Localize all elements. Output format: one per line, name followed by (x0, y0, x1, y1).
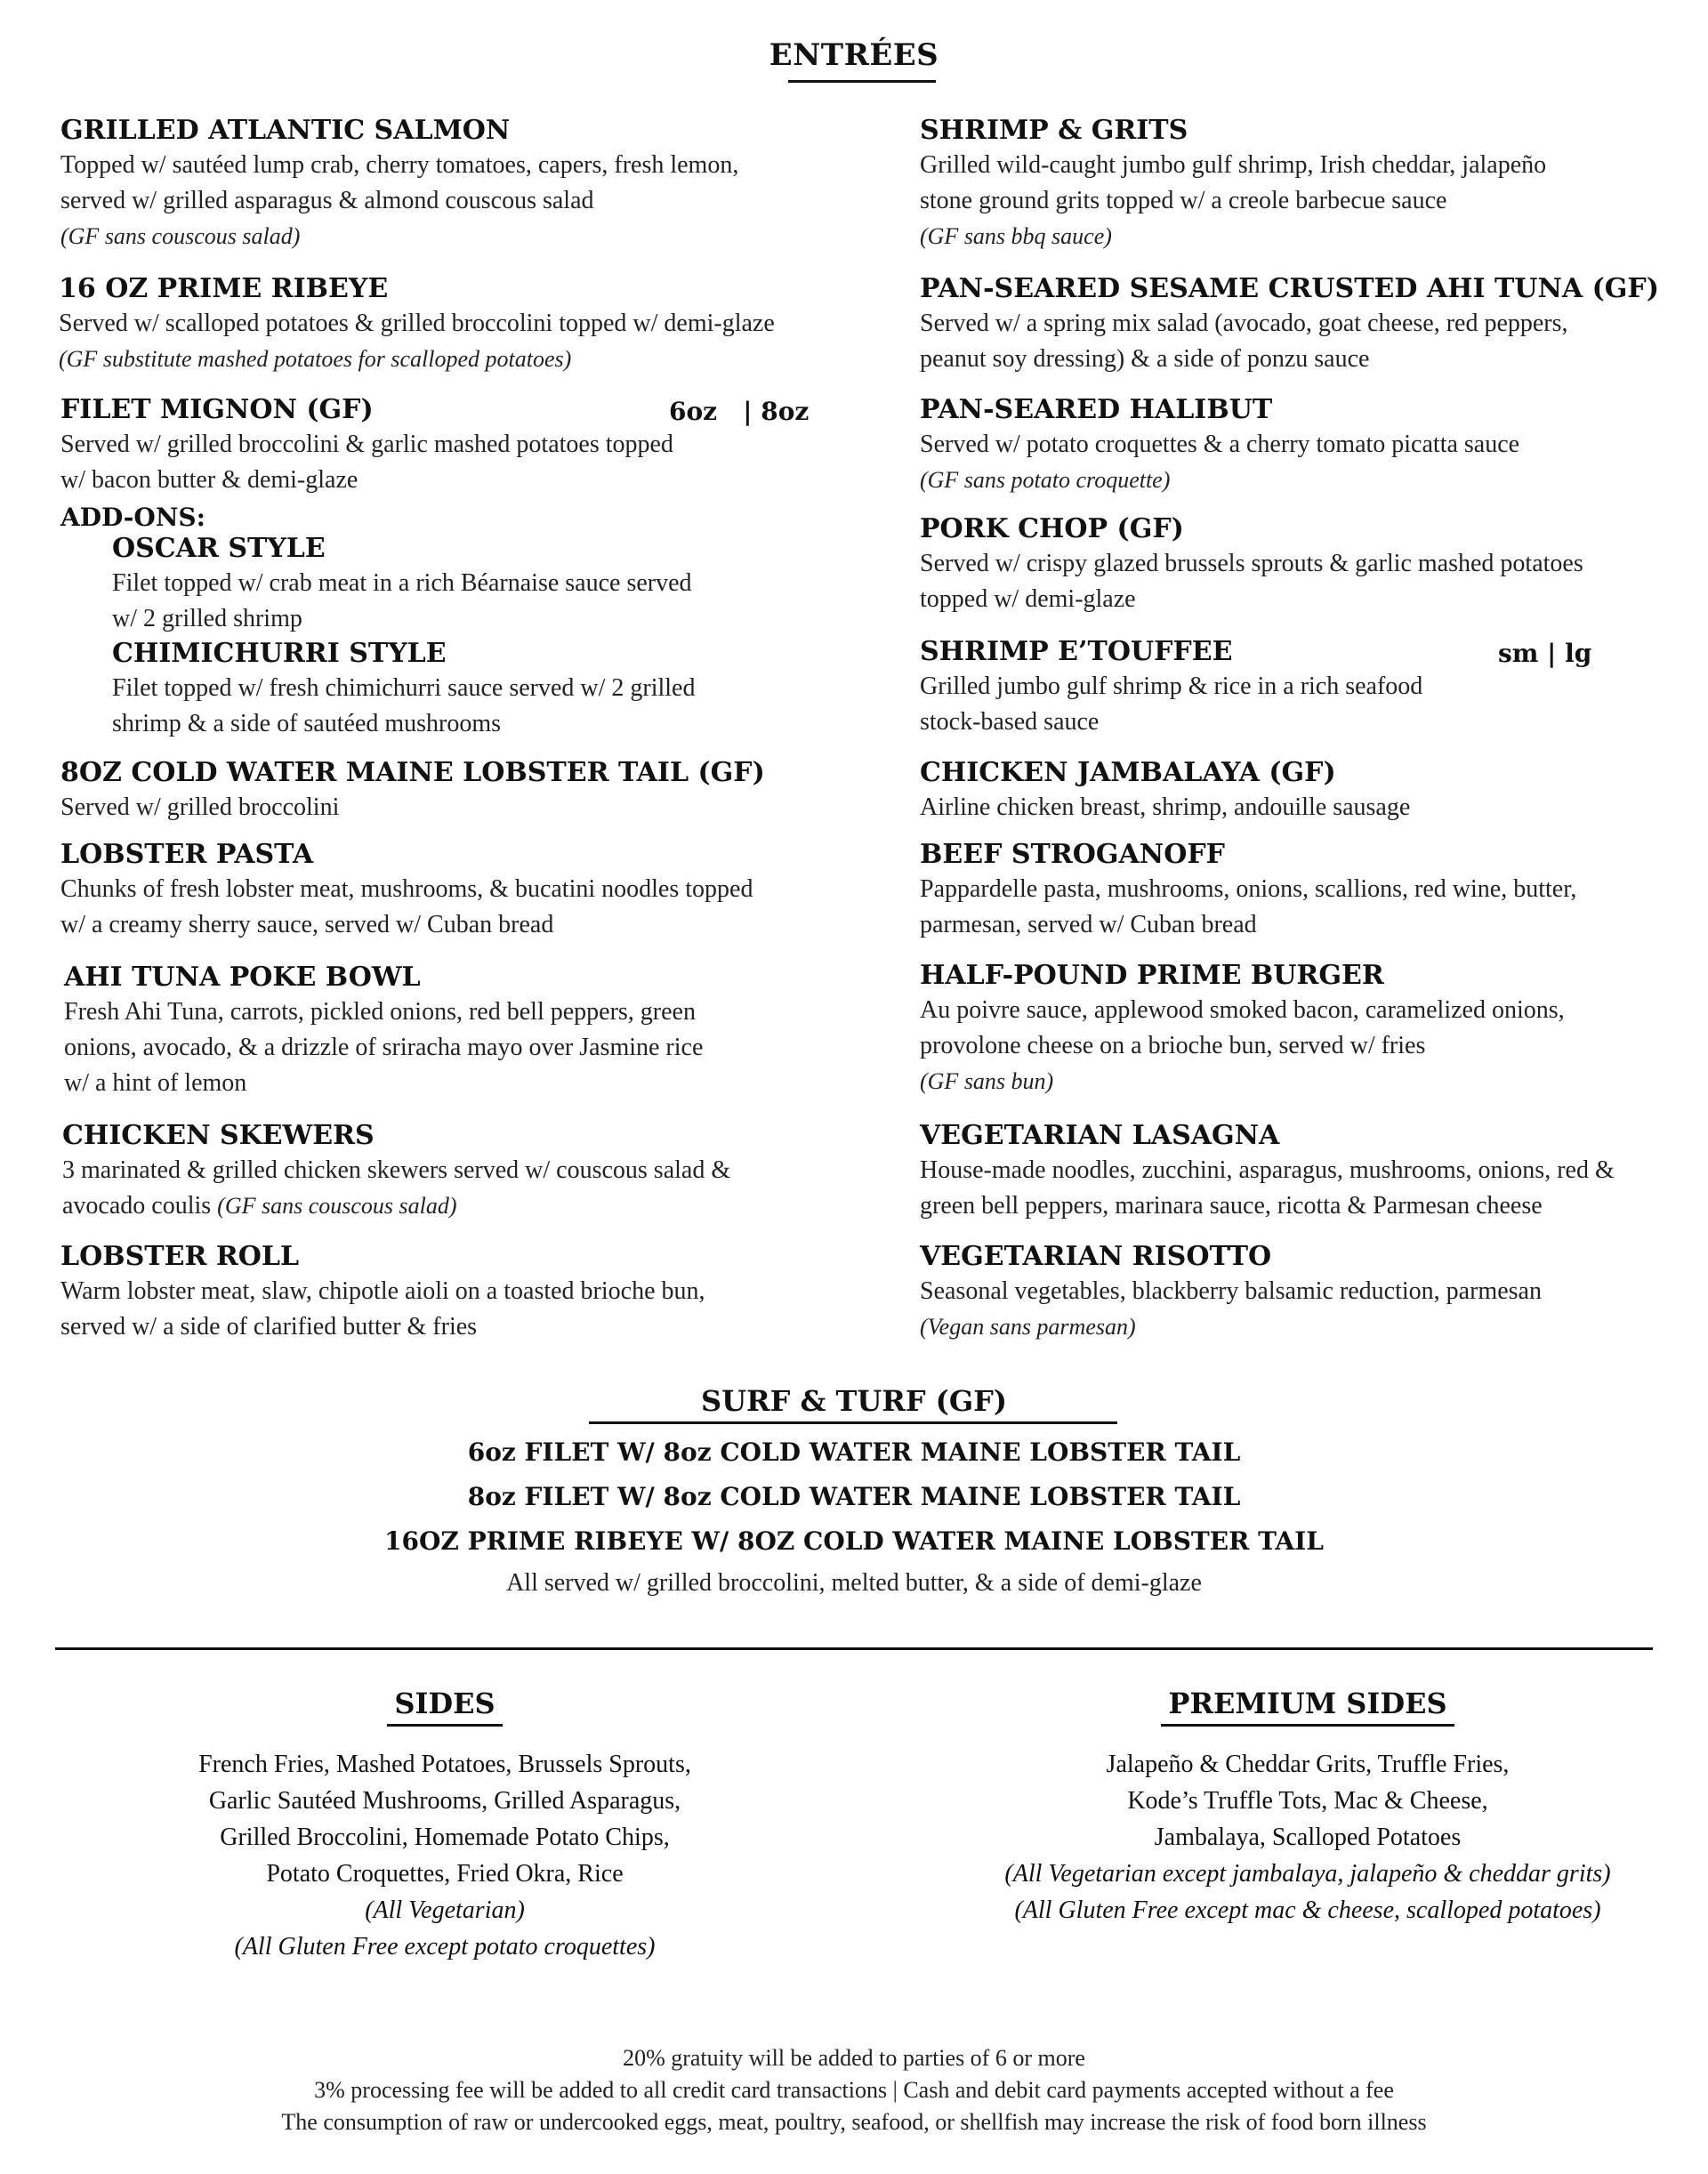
item-desc: Grilled jumbo gulf shrimp & rice in a rich seafood (920, 672, 1423, 700)
item-desc: served w/ a side of clarified butter & fries (60, 1313, 478, 1341)
item-name: SHRIMP E’TOUFFEE (920, 636, 1233, 667)
menu-item (60, 756, 765, 825)
item-desc: avocado coulis (62, 1192, 212, 1220)
item-desc: stock-based sauce (920, 708, 1100, 736)
item-name: GRILLED ATLANTIC SALMON (60, 115, 511, 146)
addon-name: OSCAR STYLE (112, 533, 326, 564)
item-name: LOBSTER PASTA (60, 839, 314, 870)
sides-line: French Fries, Mashed Potatoes, Brussels Sprouts, (198, 1751, 691, 1778)
item-note: (GF sans couscous salad) (217, 1193, 457, 1219)
menu-item (920, 393, 1519, 498)
item-name: PAN-SEARED SESAME CRUSTED AHI TUNA (GF) (920, 273, 1659, 304)
sides-note: (All Gluten Free except potato croquettes) (234, 1933, 656, 1961)
premium-sides-line: Kode’s Truffle Tots, Mac & Cheese, (1127, 1787, 1488, 1815)
item-desc: Served w/ grilled broccolini (60, 793, 340, 821)
item-note: (Vegan sans parmesan) (920, 1314, 1136, 1340)
addon-item (112, 532, 692, 637)
sides-line: Garlic Sautéed Mushrooms, Grilled Asparagus, (208, 1787, 681, 1815)
item-name: PORK CHOP (GF) (920, 513, 1184, 544)
surf-turf-option: 8oz FILET W/ 8oz COLD WATER MAINE LOBSTER TAIL (467, 1482, 1241, 1511)
processing-fee-note: 3% processing fee will be added to all credit card transactions | Cash and debit card payments accepted without a fee (314, 2077, 1394, 2103)
menu-item (920, 1119, 1615, 1224)
addon-desc: Filet topped w/ crab meat in a rich Béarnaise sauce served (112, 569, 692, 597)
item-note: (GF substitute mashed potatoes for scalloped potatoes) (59, 346, 572, 372)
item-name: 16 OZ PRIME RIBEYE (59, 273, 389, 304)
addon-desc: Filet topped w/ fresh chimichurri sauce served w/ 2 grilled (112, 674, 696, 702)
item-note: (GF sans bun) (920, 1068, 1054, 1094)
menu-item (920, 512, 1583, 617)
item-desc: House-made noodles, zucchini, asparagus, mushrooms, onions, red & (920, 1156, 1615, 1184)
addons-heading: ADD-ONS: (60, 503, 205, 532)
premium-sides-title: PREMIUM SIDES (1161, 1687, 1454, 1727)
surf-turf-option: 16OZ PRIME RIBEYE W/ 8OZ COLD WATER MAINE LOBSTER TAIL (384, 1526, 1324, 1556)
addon-desc: w/ 2 grilled shrimp (112, 605, 302, 632)
section-divider (55, 1647, 1653, 1650)
item-desc: peanut soy dressing) & a side of ponzu sauce (920, 345, 1370, 373)
sides-note: (All Vegetarian) (365, 1896, 525, 1924)
menu-item (64, 961, 703, 1101)
item-desc: green bell peppers, marinara sauce, ricotta & Parmesan cheese (920, 1192, 1543, 1220)
addon-desc: shrimp & a side of sautéed mushrooms (112, 710, 502, 737)
item-name: AHI TUNA POKE BOWL (64, 962, 421, 993)
gratuity-note: 20% gratuity will be added to parties of 6 or more (623, 2045, 1085, 2071)
item-desc: w/ a creamy sherry sauce, served w/ Cuban bread (60, 911, 554, 938)
item-desc: Airline chicken breast, shrimp, andouille sausage (920, 793, 1411, 821)
item-name: BEEF STROGANOFF (920, 839, 1225, 870)
surf-turf-list (0, 1430, 1708, 1603)
item-name: CHICKEN JAMBALAYA (GF) (920, 757, 1336, 788)
item-desc: Grilled wild-caught jumbo gulf shrimp, Irish cheddar, jalapeño (920, 151, 1547, 179)
item-name: CHICKEN SKEWERS (62, 1120, 375, 1151)
addons-section (60, 502, 205, 534)
item-name: 8OZ COLD WATER MAINE LOBSTER TAIL (GF) (60, 757, 765, 788)
item-name: FILET MIGNON (GF) (60, 394, 374, 425)
item-desc: Served w/ a spring mix salad (avocado, goat cheese, red peppers, (920, 310, 1568, 337)
food-safety-note: The consumption of raw or undercooked eggs, meat, poultry, seafood, or shellfish may increase the risk of food born illness (281, 2109, 1427, 2135)
item-desc: w/ a hint of lemon (64, 1069, 247, 1097)
premium-sides-note: (All Vegetarian except jambalaya, jalapeño & cheddar grits) (1004, 1860, 1611, 1888)
item-desc: Pappardelle pasta, mushrooms, onions, scallions, red wine, butter, (920, 875, 1577, 903)
item-desc: Fresh Ahi Tuna, carrots, pickled onions, red bell peppers, green (64, 998, 696, 1026)
sides-line: Grilled Broccolini, Homemade Potato Chips, (220, 1824, 670, 1851)
sides-line: Potato Croquettes, Fried Okra, Rice (266, 1860, 624, 1888)
item-name: SHRIMP & GRITS (920, 115, 1188, 146)
item-note: (GF sans couscous salad) (60, 223, 301, 249)
title-underline (788, 80, 936, 83)
menu-item (920, 114, 1546, 254)
menu-item (60, 114, 738, 254)
item-name: HALF-POUND PRIME BURGER (920, 960, 1384, 991)
item-desc: Served w/ scalloped potatoes & grilled broccolini topped w/ demi-glaze (59, 310, 775, 337)
sides-title: SIDES (387, 1687, 502, 1727)
item-desc: onions, avocado, & a drizzle of sriracha mayo over Jasmine rice (64, 1034, 704, 1061)
item-desc: provolone cheese on a brioche bun, served w/ fries (920, 1032, 1426, 1059)
item-desc: Chunks of fresh lobster meat, mushrooms, & bucatini noodles topped (60, 875, 753, 903)
item-desc: Au poivre sauce, applewood smoked bacon, caramelized onions, (920, 996, 1565, 1024)
menu-item (60, 1240, 705, 1345)
item-desc: Served w/ grilled broccolini & garlic mashed potatoes topped (60, 431, 673, 458)
surf-turf-desc: All served w/ grilled broccolini, melted butter, & a side of demi-glaze (506, 1569, 1202, 1597)
item-desc: Served w/ potato croquettes & a cherry tomato picatta sauce (920, 431, 1520, 458)
item-desc: served w/ grilled asparagus & almond couscous salad (60, 187, 594, 214)
menu-item (920, 1240, 1542, 1345)
item-desc: Seasonal vegetables, blackberry balsamic reduction, parmesan (920, 1277, 1542, 1305)
item-desc: Warm lobster meat, slaw, chipotle aioli on a toasted brioche bun, (60, 1277, 705, 1305)
item-desc: parmesan, served w/ Cuban bread (920, 911, 1257, 938)
item-size-options: 6oz | 8oz (669, 397, 810, 426)
premium-sides-note: (All Gluten Free except mac & cheese, scalloped potatoes) (1014, 1896, 1601, 1924)
item-size-options: sm | lg (1498, 639, 1592, 668)
menu-item (920, 959, 1565, 1099)
footer-notes (0, 2042, 1708, 2138)
sides-section (53, 1687, 836, 1965)
item-note: (GF sans bbq sauce) (920, 223, 1112, 249)
item-desc: topped w/ demi-glaze (920, 585, 1136, 613)
menu-item (920, 756, 1410, 825)
premium-sides-section (890, 1687, 1708, 1928)
item-desc: w/ bacon butter & demi-glaze (60, 466, 359, 494)
menu-item (60, 838, 753, 943)
item-desc-line (62, 1188, 730, 1224)
menu-item (920, 838, 1576, 943)
item-desc: 3 marinated & grilled chicken skewers served w/ couscous salad & (62, 1156, 731, 1184)
menu-item (62, 1119, 730, 1224)
item-name: LOBSTER ROLL (60, 1241, 300, 1272)
item-desc: Topped w/ sautéed lump crab, cherry tomatoes, capers, fresh lemon, (60, 151, 739, 179)
addon-item (112, 637, 695, 742)
item-name: VEGETARIAN LASAGNA (920, 1120, 1280, 1151)
menu-item (920, 635, 1422, 740)
item-note: (GF sans potato croquette) (920, 467, 1171, 493)
surf-turf-title: SURF & TURF (GF) (701, 1384, 1007, 1418)
menu-item (60, 393, 673, 498)
premium-sides-line: Jalapeño & Cheddar Grits, Truffle Fries, (1106, 1751, 1510, 1778)
premium-sides-line: Jambalaya, Scalloped Potatoes (1154, 1824, 1462, 1851)
menu-item (920, 272, 1659, 377)
item-desc: Served w/ crispy glazed brussels sprouts & garlic mashed potatoes (920, 550, 1583, 577)
surf-turf-underline (589, 1421, 1117, 1424)
surf-turf-option: 6oz FILET W/ 8oz COLD WATER MAINE LOBSTER TAIL (467, 1437, 1241, 1467)
item-name: VEGETARIAN RISOTTO (920, 1241, 1272, 1272)
menu-item (59, 272, 775, 377)
addon-name: CHIMICHURRI STYLE (112, 638, 447, 669)
page-title: ENTRÉES (769, 37, 939, 73)
item-name: PAN-SEARED HALIBUT (920, 394, 1273, 425)
item-desc: stone ground grits topped w/ a creole barbecue sauce (920, 187, 1447, 214)
